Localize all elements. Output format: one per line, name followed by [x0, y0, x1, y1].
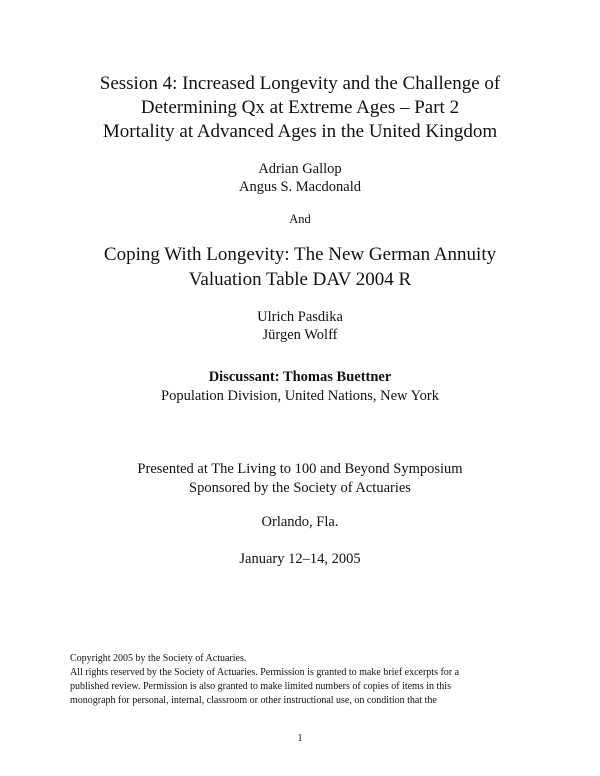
- paper1-author-1: Adrian Gallop: [258, 161, 342, 177]
- event-date: January 12–14, 2005: [239, 551, 361, 567]
- discussant-affiliation: Population Division, United Nations, New York: [161, 388, 439, 404]
- paper2-author-1: Ulrich Pasdika: [257, 309, 343, 325]
- paper2-title-line-2: Valuation Table DAV 2004 R: [188, 269, 412, 290]
- copyright-line-2: All rights reserved by the Society of Actuaries. Permission is granted to make brief excerpts for a: [70, 667, 460, 678]
- paper1-title-line-2: Determining Qx at Extreme Ages – Part 2: [140, 97, 460, 118]
- copyright-line-3: published review. Permission is also granted to make limited numbers of copies of items in this: [70, 681, 451, 692]
- event-presented: Presented at The Living to 100 and Beyond Symposium: [137, 461, 463, 477]
- copyright-line-1: Copyright 2005 by the Society of Actuaries.: [70, 653, 247, 664]
- discussant-name: Discussant: Thomas Buettner: [208, 369, 392, 385]
- paper2-title-line-1: Coping With Longevity: The New German Annuity: [103, 244, 497, 265]
- copyright-line-4: monograph for personal, internal, classroom or other instructional use, on condition that the: [70, 695, 437, 706]
- event-location: Orlando, Fla.: [261, 514, 339, 530]
- event-sponsored: Sponsored by the Society of Actuaries: [189, 480, 411, 496]
- paper2-author-2: Jürgen Wolff: [262, 327, 338, 343]
- paper1-author-2: Angus S. Macdonald: [238, 179, 362, 195]
- paper1-title-line-1: Session 4: Increased Longevity and the Challenge of: [99, 73, 501, 94]
- paper1-title-line-3: Mortality at Advanced Ages in the United Kingdom: [102, 121, 498, 142]
- page-number: 1: [297, 733, 303, 744]
- connector-and: And: [289, 212, 311, 226]
